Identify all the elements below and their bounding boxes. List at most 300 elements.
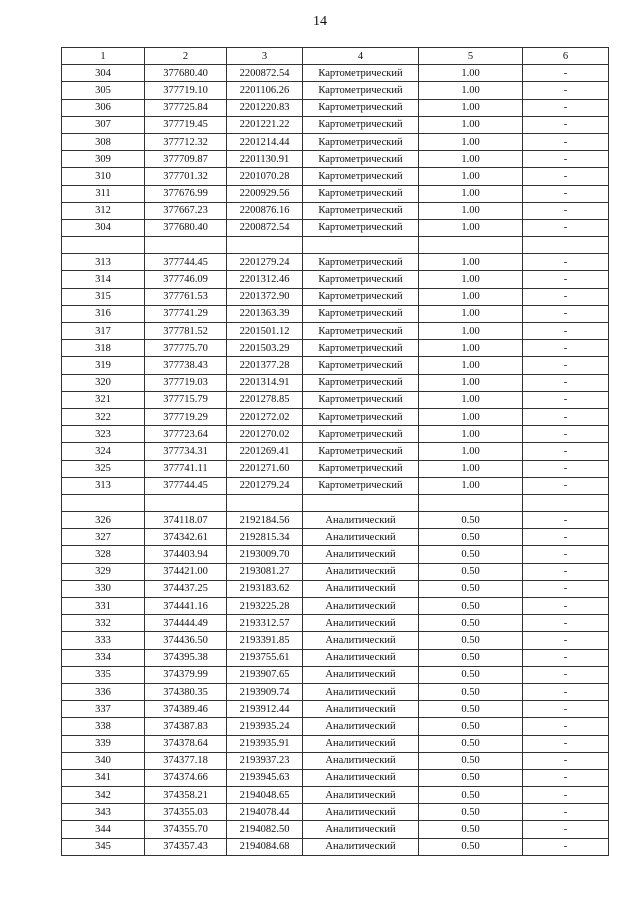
accuracy-cell: 0.50 <box>419 769 523 786</box>
note-cell: - <box>523 151 609 168</box>
note-cell: - <box>523 701 609 718</box>
method-cell: Аналитический <box>303 529 419 546</box>
note-cell: - <box>523 529 609 546</box>
y-coordinate-cell: 2193009.70 <box>227 546 303 563</box>
point-number-cell: 344 <box>62 821 145 838</box>
y-coordinate-cell: 2201501.12 <box>227 323 303 340</box>
y-coordinate-cell: 2200872.54 <box>227 219 303 236</box>
x-coordinate-cell: 377680.40 <box>145 219 227 236</box>
x-coordinate-cell: 377701.32 <box>145 168 227 185</box>
method-cell: Аналитический <box>303 804 419 821</box>
y-coordinate-cell: 2193945.63 <box>227 769 303 786</box>
point-number-cell: 332 <box>62 615 145 632</box>
table-row <box>62 288 609 305</box>
y-coordinate-cell <box>227 237 303 254</box>
accuracy-cell: 1.00 <box>419 99 523 116</box>
method-cell: Аналитический <box>303 683 419 700</box>
method-cell: Аналитический <box>303 615 419 632</box>
table-row <box>62 718 609 735</box>
y-coordinate-cell: 2192184.56 <box>227 512 303 529</box>
method-cell: Картометрический <box>303 151 419 168</box>
note-cell: - <box>523 82 609 99</box>
method-cell: Аналитический <box>303 769 419 786</box>
table-header-row <box>62 48 609 65</box>
note-cell: - <box>523 769 609 786</box>
x-coordinate-cell: 377712.32 <box>145 133 227 150</box>
note-cell: - <box>523 632 609 649</box>
table-row <box>62 305 609 322</box>
method-cell: Картометрический <box>303 460 419 477</box>
accuracy-cell: 0.50 <box>419 787 523 804</box>
note-cell: - <box>523 580 609 597</box>
accuracy-cell: 1.00 <box>419 305 523 322</box>
note-cell: - <box>523 477 609 494</box>
x-coordinate-cell: 374395.38 <box>145 649 227 666</box>
accuracy-cell: 0.50 <box>419 580 523 597</box>
method-cell: Картометрический <box>303 168 419 185</box>
coordinates-table <box>61 47 609 856</box>
note-cell: - <box>523 271 609 288</box>
method-cell: Картометрический <box>303 443 419 460</box>
point-number-cell: 316 <box>62 305 145 322</box>
point-number-cell: 313 <box>62 254 145 271</box>
note-cell: - <box>523 718 609 735</box>
point-number-cell: 307 <box>62 116 145 133</box>
point-number-cell: 315 <box>62 288 145 305</box>
point-number-cell: 328 <box>62 546 145 563</box>
y-coordinate-cell: 2200872.54 <box>227 65 303 82</box>
x-coordinate-cell: 377741.29 <box>145 305 227 322</box>
note-cell: - <box>523 133 609 150</box>
accuracy-cell: 0.50 <box>419 683 523 700</box>
header-cell-1: 1 <box>62 48 145 65</box>
header-cell-3: 3 <box>227 48 303 65</box>
y-coordinate-cell: 2193937.23 <box>227 752 303 769</box>
method-cell: Картометрический <box>303 185 419 202</box>
accuracy-cell: 1.00 <box>419 65 523 82</box>
y-coordinate-cell: 2201270.02 <box>227 426 303 443</box>
y-coordinate-cell: 2192815.34 <box>227 529 303 546</box>
accuracy-cell: 0.50 <box>419 632 523 649</box>
point-number-cell: 341 <box>62 769 145 786</box>
x-coordinate-cell: 377667.23 <box>145 202 227 219</box>
method-cell: Аналитический <box>303 718 419 735</box>
note-cell: - <box>523 546 609 563</box>
table-row <box>62 838 609 855</box>
table-row <box>62 752 609 769</box>
point-number-cell: 330 <box>62 580 145 597</box>
accuracy-cell: 0.50 <box>419 666 523 683</box>
x-coordinate-cell: 374403.94 <box>145 546 227 563</box>
accuracy-cell: 0.50 <box>419 735 523 752</box>
point-number-cell: 337 <box>62 701 145 718</box>
accuracy-cell: 1.00 <box>419 357 523 374</box>
y-coordinate-cell: 2200876.16 <box>227 202 303 219</box>
accuracy-cell: 0.50 <box>419 718 523 735</box>
point-number-cell: 323 <box>62 426 145 443</box>
table-row <box>62 219 609 236</box>
table-row <box>62 546 609 563</box>
method-cell: Аналитический <box>303 598 419 615</box>
x-coordinate-cell: 377734.31 <box>145 443 227 460</box>
x-coordinate-cell: 374357.43 <box>145 838 227 855</box>
table-row <box>62 133 609 150</box>
y-coordinate-cell: 2201272.02 <box>227 408 303 425</box>
table-row <box>62 615 609 632</box>
note-cell: - <box>523 426 609 443</box>
x-coordinate-cell: 377719.03 <box>145 374 227 391</box>
x-coordinate-cell: 377744.45 <box>145 254 227 271</box>
accuracy-cell: 1.00 <box>419 82 523 99</box>
table-row <box>62 254 609 271</box>
method-cell: Картометрический <box>303 426 419 443</box>
y-coordinate-cell: 2194084.68 <box>227 838 303 855</box>
method-cell: Аналитический <box>303 580 419 597</box>
x-coordinate-cell: 377680.40 <box>145 65 227 82</box>
accuracy-cell: 0.50 <box>419 563 523 580</box>
note-cell: - <box>523 323 609 340</box>
table-row <box>62 735 609 752</box>
point-number-cell: 327 <box>62 529 145 546</box>
accuracy-cell: 1.00 <box>419 151 523 168</box>
table-row <box>62 701 609 718</box>
method-cell: Аналитический <box>303 821 419 838</box>
method-cell: Аналитический <box>303 666 419 683</box>
x-coordinate-cell: 377781.52 <box>145 323 227 340</box>
accuracy-cell: 1.00 <box>419 271 523 288</box>
point-number-cell: 309 <box>62 151 145 168</box>
accuracy-cell: 1.00 <box>419 288 523 305</box>
note-cell <box>523 494 609 511</box>
x-coordinate-cell <box>145 237 227 254</box>
point-number-cell: 319 <box>62 357 145 374</box>
accuracy-cell: 1.00 <box>419 202 523 219</box>
table-row <box>62 563 609 580</box>
point-number-cell: 320 <box>62 374 145 391</box>
method-cell: Аналитический <box>303 701 419 718</box>
table-row <box>62 185 609 202</box>
point-number-cell: 343 <box>62 804 145 821</box>
y-coordinate-cell: 2193391.85 <box>227 632 303 649</box>
point-number-cell: 322 <box>62 408 145 425</box>
table-row <box>62 168 609 185</box>
note-cell: - <box>523 391 609 408</box>
y-coordinate-cell: 2201070.28 <box>227 168 303 185</box>
y-coordinate-cell: 2201130.91 <box>227 151 303 168</box>
method-cell: Аналитический <box>303 512 419 529</box>
y-coordinate-cell: 2193907.65 <box>227 666 303 683</box>
x-coordinate-cell: 374374.66 <box>145 769 227 786</box>
x-coordinate-cell: 377746.09 <box>145 271 227 288</box>
accuracy-cell: 0.50 <box>419 649 523 666</box>
method-cell: Аналитический <box>303 546 419 563</box>
accuracy-cell: 1.00 <box>419 408 523 425</box>
method-cell: Картометрический <box>303 202 419 219</box>
note-cell: - <box>523 305 609 322</box>
point-number-cell: 324 <box>62 443 145 460</box>
accuracy-cell: 0.50 <box>419 821 523 838</box>
table-separator-row <box>62 494 609 511</box>
y-coordinate-cell: 2201271.60 <box>227 460 303 477</box>
x-coordinate-cell: 377719.29 <box>145 408 227 425</box>
table-row <box>62 666 609 683</box>
method-cell: Аналитический <box>303 735 419 752</box>
table-row <box>62 460 609 477</box>
table-row <box>62 357 609 374</box>
method-cell: Аналитический <box>303 649 419 666</box>
x-coordinate-cell: 374377.18 <box>145 752 227 769</box>
table-row <box>62 116 609 133</box>
accuracy-cell <box>419 237 523 254</box>
accuracy-cell: 0.50 <box>419 838 523 855</box>
y-coordinate-cell: 2201503.29 <box>227 340 303 357</box>
x-coordinate-cell: 377676.99 <box>145 185 227 202</box>
y-coordinate-cell: 2193225.28 <box>227 598 303 615</box>
table-row <box>62 683 609 700</box>
method-cell: Картометрический <box>303 271 419 288</box>
note-cell: - <box>523 804 609 821</box>
x-coordinate-cell: 374436.50 <box>145 632 227 649</box>
x-coordinate-cell: 374387.83 <box>145 718 227 735</box>
note-cell: - <box>523 666 609 683</box>
x-coordinate-cell: 374358.21 <box>145 787 227 804</box>
y-coordinate-cell: 2193935.91 <box>227 735 303 752</box>
table-row <box>62 391 609 408</box>
y-coordinate-cell: 2201269.41 <box>227 443 303 460</box>
table-row <box>62 769 609 786</box>
x-coordinate-cell: 377723.64 <box>145 426 227 443</box>
point-number-cell: 306 <box>62 99 145 116</box>
method-cell: Картометрический <box>303 391 419 408</box>
point-number-cell: 325 <box>62 460 145 477</box>
method-cell: Аналитический <box>303 563 419 580</box>
point-number-cell: 318 <box>62 340 145 357</box>
note-cell: - <box>523 288 609 305</box>
accuracy-cell: 1.00 <box>419 374 523 391</box>
y-coordinate-cell: 2193183.62 <box>227 580 303 597</box>
method-cell: Картометрический <box>303 116 419 133</box>
method-cell: Аналитический <box>303 838 419 855</box>
method-cell: Картометрический <box>303 305 419 322</box>
note-cell: - <box>523 99 609 116</box>
y-coordinate-cell: 2201377.28 <box>227 357 303 374</box>
table-row <box>62 99 609 116</box>
accuracy-cell: 0.50 <box>419 615 523 632</box>
point-number-cell <box>62 494 145 511</box>
y-coordinate-cell: 2201314.91 <box>227 374 303 391</box>
accuracy-cell: 0.50 <box>419 701 523 718</box>
header-cell-6: 6 <box>523 48 609 65</box>
accuracy-cell: 1.00 <box>419 254 523 271</box>
table-row <box>62 821 609 838</box>
x-coordinate-cell <box>145 494 227 511</box>
y-coordinate-cell: 2194082.50 <box>227 821 303 838</box>
method-cell: Картометрический <box>303 219 419 236</box>
accuracy-cell: 1.00 <box>419 443 523 460</box>
point-number-cell: 317 <box>62 323 145 340</box>
y-coordinate-cell: 2193912.44 <box>227 701 303 718</box>
y-coordinate-cell: 2201221.22 <box>227 116 303 133</box>
point-number-cell: 310 <box>62 168 145 185</box>
table-row <box>62 649 609 666</box>
table-row <box>62 374 609 391</box>
y-coordinate-cell: 2193081.27 <box>227 563 303 580</box>
x-coordinate-cell: 377725.84 <box>145 99 227 116</box>
note-cell: - <box>523 202 609 219</box>
method-cell: Картометрический <box>303 477 419 494</box>
table-row <box>62 787 609 804</box>
method-cell: Картометрический <box>303 133 419 150</box>
table-row <box>62 408 609 425</box>
y-coordinate-cell <box>227 494 303 511</box>
accuracy-cell: 1.00 <box>419 168 523 185</box>
y-coordinate-cell: 2201363.39 <box>227 305 303 322</box>
note-cell: - <box>523 735 609 752</box>
accuracy-cell: 1.00 <box>419 323 523 340</box>
point-number-cell: 321 <box>62 391 145 408</box>
table-row <box>62 323 609 340</box>
x-coordinate-cell: 374444.49 <box>145 615 227 632</box>
method-cell: Картометрический <box>303 99 419 116</box>
note-cell: - <box>523 185 609 202</box>
table-row <box>62 804 609 821</box>
point-number-cell: 345 <box>62 838 145 855</box>
accuracy-cell: 1.00 <box>419 426 523 443</box>
table-separator-row <box>62 237 609 254</box>
point-number-cell: 335 <box>62 666 145 683</box>
point-number-cell: 339 <box>62 735 145 752</box>
note-cell: - <box>523 752 609 769</box>
y-coordinate-cell: 2193935.24 <box>227 718 303 735</box>
point-number-cell: 333 <box>62 632 145 649</box>
method-cell: Картометрический <box>303 288 419 305</box>
method-cell: Аналитический <box>303 752 419 769</box>
x-coordinate-cell: 374379.99 <box>145 666 227 683</box>
point-number-cell <box>62 237 145 254</box>
x-coordinate-cell: 377744.45 <box>145 477 227 494</box>
y-coordinate-cell: 2200929.56 <box>227 185 303 202</box>
note-cell: - <box>523 340 609 357</box>
method-cell <box>303 494 419 511</box>
note-cell: - <box>523 615 609 632</box>
x-coordinate-cell: 377709.87 <box>145 151 227 168</box>
table-row <box>62 82 609 99</box>
accuracy-cell: 1.00 <box>419 340 523 357</box>
method-cell: Картометрический <box>303 254 419 271</box>
table-row <box>62 151 609 168</box>
method-cell: Картометрический <box>303 340 419 357</box>
note-cell: - <box>523 357 609 374</box>
accuracy-cell: 1.00 <box>419 133 523 150</box>
y-coordinate-cell: 2193755.61 <box>227 649 303 666</box>
y-coordinate-cell: 2201279.24 <box>227 254 303 271</box>
accuracy-cell: 0.50 <box>419 804 523 821</box>
accuracy-cell: 1.00 <box>419 185 523 202</box>
point-number-cell: 313 <box>62 477 145 494</box>
y-coordinate-cell: 2201312.46 <box>227 271 303 288</box>
point-number-cell: 342 <box>62 787 145 804</box>
method-cell: Картометрический <box>303 408 419 425</box>
header-cell-4: 4 <box>303 48 419 65</box>
table-row <box>62 477 609 494</box>
table-row <box>62 580 609 597</box>
note-cell: - <box>523 563 609 580</box>
note-cell: - <box>523 408 609 425</box>
note-cell: - <box>523 838 609 855</box>
x-coordinate-cell: 374380.35 <box>145 683 227 700</box>
table-row <box>62 443 609 460</box>
note-cell: - <box>523 683 609 700</box>
method-cell <box>303 237 419 254</box>
x-coordinate-cell: 377715.79 <box>145 391 227 408</box>
table-row <box>62 426 609 443</box>
x-coordinate-cell: 377719.10 <box>145 82 227 99</box>
accuracy-cell: 1.00 <box>419 116 523 133</box>
note-cell: - <box>523 787 609 804</box>
x-coordinate-cell: 374355.03 <box>145 804 227 821</box>
x-coordinate-cell: 377761.53 <box>145 288 227 305</box>
point-number-cell: 338 <box>62 718 145 735</box>
note-cell <box>523 237 609 254</box>
x-coordinate-cell: 374421.00 <box>145 563 227 580</box>
x-coordinate-cell: 377775.70 <box>145 340 227 357</box>
x-coordinate-cell: 374378.64 <box>145 735 227 752</box>
note-cell: - <box>523 374 609 391</box>
accuracy-cell: 1.00 <box>419 460 523 477</box>
table-row <box>62 271 609 288</box>
y-coordinate-cell: 2201372.90 <box>227 288 303 305</box>
note-cell: - <box>523 219 609 236</box>
y-coordinate-cell: 2194078.44 <box>227 804 303 821</box>
note-cell: - <box>523 254 609 271</box>
method-cell: Картометрический <box>303 357 419 374</box>
note-cell: - <box>523 821 609 838</box>
y-coordinate-cell: 2201279.24 <box>227 477 303 494</box>
note-cell: - <box>523 649 609 666</box>
y-coordinate-cell: 2193909.74 <box>227 683 303 700</box>
point-number-cell: 336 <box>62 683 145 700</box>
point-number-cell: 329 <box>62 563 145 580</box>
table-body <box>62 65 609 856</box>
y-coordinate-cell: 2201214.44 <box>227 133 303 150</box>
note-cell: - <box>523 512 609 529</box>
x-coordinate-cell: 377741.11 <box>145 460 227 477</box>
point-number-cell: 312 <box>62 202 145 219</box>
header-cell-5: 5 <box>419 48 523 65</box>
note-cell: - <box>523 65 609 82</box>
table-row <box>62 512 609 529</box>
x-coordinate-cell: 374355.70 <box>145 821 227 838</box>
method-cell: Картометрический <box>303 323 419 340</box>
y-coordinate-cell: 2201278.85 <box>227 391 303 408</box>
point-number-cell: 304 <box>62 219 145 236</box>
header-cell-2: 2 <box>145 48 227 65</box>
accuracy-cell: 0.50 <box>419 529 523 546</box>
point-number-cell: 331 <box>62 598 145 615</box>
accuracy-cell: 0.50 <box>419 546 523 563</box>
method-cell: Картометрический <box>303 65 419 82</box>
page-number: 14 <box>313 14 327 29</box>
accuracy-cell: 0.50 <box>419 752 523 769</box>
point-number-cell: 308 <box>62 133 145 150</box>
y-coordinate-cell: 2193312.57 <box>227 615 303 632</box>
table-row <box>62 529 609 546</box>
point-number-cell: 340 <box>62 752 145 769</box>
x-coordinate-cell: 374118.07 <box>145 512 227 529</box>
point-number-cell: 314 <box>62 271 145 288</box>
point-number-cell: 304 <box>62 65 145 82</box>
table-row <box>62 340 609 357</box>
